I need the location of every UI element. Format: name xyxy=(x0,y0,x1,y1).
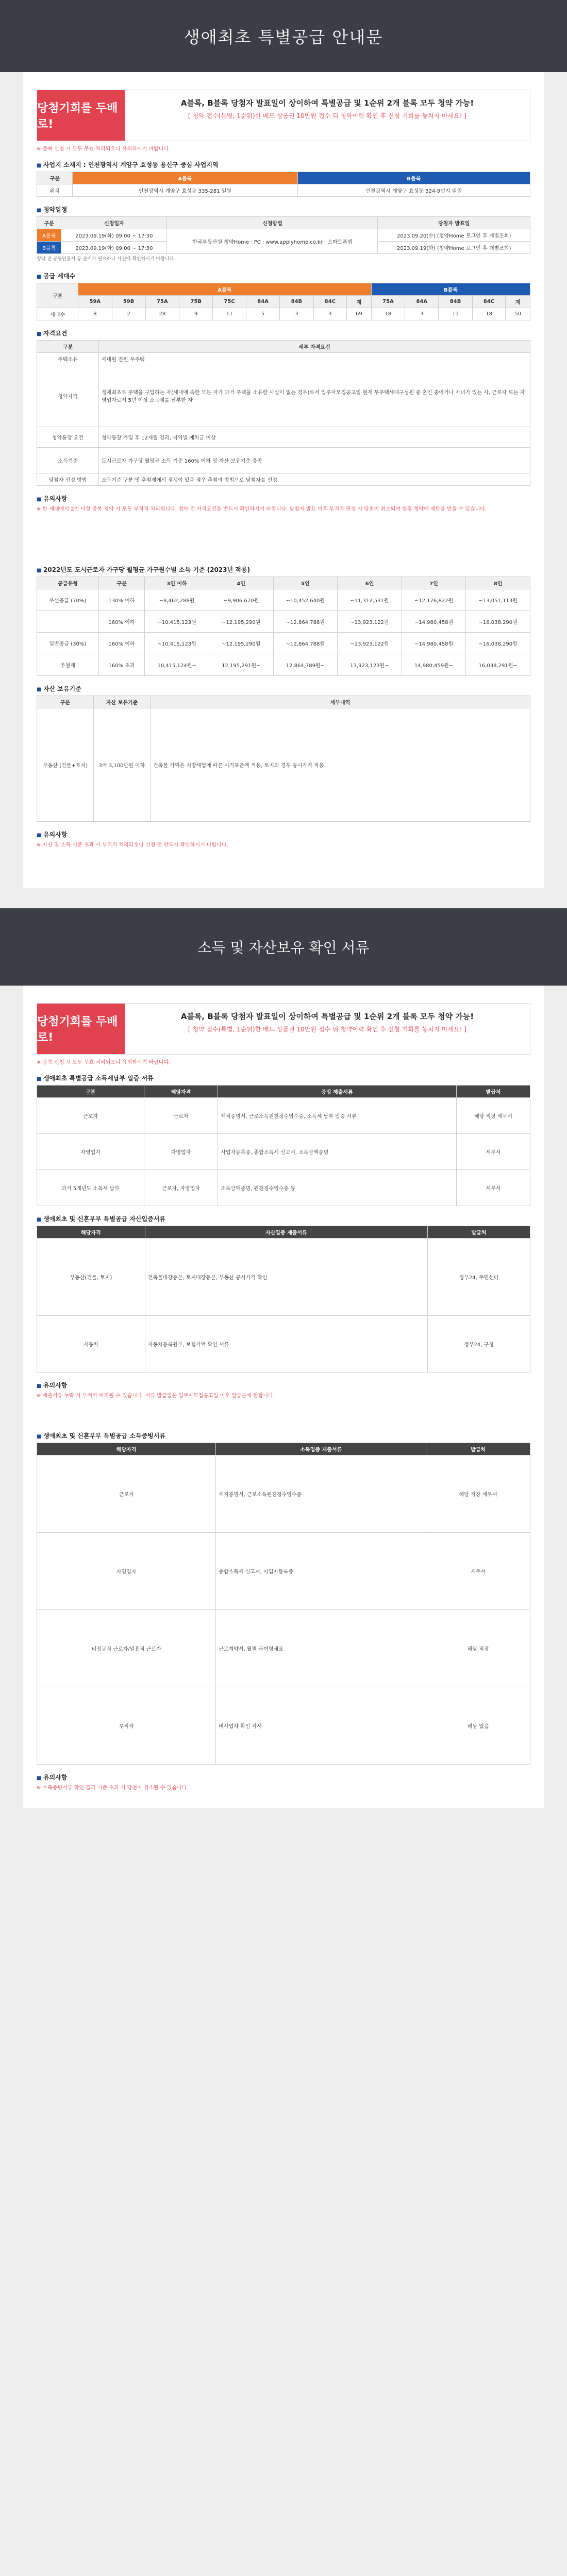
income-title: ■ 2022년도 도시근로자 가구당 월평균 가구원수별 소득 기준 (2023년 적용) xyxy=(37,565,530,574)
callout-tag: 당첨기회를 두배로! xyxy=(37,90,125,141)
eligibility-title: ■ 자격요건 xyxy=(37,329,530,337)
type-header: 84A xyxy=(405,295,439,308)
cell: 2023.09.20(수) (청약Home 로그인 후 개별조회) xyxy=(378,229,530,242)
notice-2 xyxy=(37,830,530,872)
count-cell: 8 xyxy=(78,308,112,320)
cell: 도시근로자 가구당 월평균 소득 기준 160% 이하 및 자산 보유기준 충족 xyxy=(99,447,530,473)
cell: 14,980,459원~ xyxy=(402,654,466,675)
notice-text: ※ 소득증빙서류 확인 결과 기준 초과 시 당첨이 취소될 수 있습니다. xyxy=(37,1785,189,1791)
eligibility-table xyxy=(37,340,530,486)
col-header: 해당자격 xyxy=(144,1085,218,1097)
cell: ~8,462,288원 xyxy=(145,589,209,611)
section-banner xyxy=(0,908,567,986)
cell: 재직증명서, 근로소득원천징수영수증 xyxy=(216,1455,426,1532)
notice-title: ■ 유의사항 xyxy=(37,494,530,503)
cell: ~10,452,640원 xyxy=(273,589,338,611)
col-header: 당첨자 발표일 xyxy=(378,217,530,229)
cell: 160% 이하 xyxy=(98,632,145,654)
docs3-section xyxy=(37,1431,530,1765)
callout-line-2: [ 청약 접수(특별, 1순위)한 배드 상품권 10만원 접수 뒤 청약이력 확인 후 신청 기회를 놓치지 마세요! ] xyxy=(188,1025,467,1033)
header-banner xyxy=(0,0,567,72)
type-header: 75C xyxy=(213,295,246,308)
row-label: 당첨자 선정 방법 xyxy=(37,473,99,485)
col-header: 구분 xyxy=(37,340,99,352)
notice-title: ■ 유의사항 xyxy=(37,830,530,839)
docs1-table xyxy=(37,1085,530,1206)
cell: ~11,312,531원 xyxy=(338,589,402,611)
row-label: A블록 xyxy=(37,229,61,242)
cell: 근로자 xyxy=(144,1097,218,1133)
cell: 근로계약서, 월별 급여명세표 xyxy=(216,1609,426,1687)
row-label: 세대수 xyxy=(37,308,78,320)
count-cell: 18 xyxy=(472,308,506,320)
cell: 자영업자 xyxy=(37,1133,144,1170)
cell: 2023.09.19(화) (청약Home 로그인 후 개별조회) xyxy=(378,242,530,254)
callout-line-1: A블록, B블록 당첨자 발표일이 상이하여 특별공급 및 1순위 2개 블록 모두 청약 가능! xyxy=(180,1011,474,1021)
count-cell: 3 xyxy=(313,308,347,320)
cell: 소득기준 구분 및 추첨제에서 경쟁이 있을 경우 추첨의 방법으로 당첨자를 선정 xyxy=(99,473,530,485)
col-header: 신청일자 xyxy=(61,217,167,229)
col-header: 해당자격 xyxy=(37,1443,216,1455)
type-header: 84C xyxy=(313,295,347,308)
count-cell: 5 xyxy=(246,308,279,320)
cell: 세무서 xyxy=(456,1133,530,1170)
col-header: 구분 xyxy=(37,172,73,184)
type-header: 59A xyxy=(78,295,112,308)
cell: ~13,051,113원 xyxy=(466,589,530,611)
cell: 자동차등록원부, 보험가액 확인 서류 xyxy=(145,1315,427,1372)
col-header: 8인 xyxy=(466,577,530,589)
cell: 해당 직장 세무서 xyxy=(456,1097,530,1133)
cell: 160% 초과 xyxy=(98,654,145,675)
col-header-a: A블록 xyxy=(73,172,297,184)
cell: 해당 직장 세무서 xyxy=(426,1455,530,1532)
col-header: 세부 자격요건 xyxy=(99,340,530,352)
schedule-title: ■ 청약일정 xyxy=(37,205,530,214)
income-section xyxy=(37,565,530,676)
cell: 소득금액증명, 원천징수영수증 등 xyxy=(218,1170,457,1206)
cell: 자영업자 xyxy=(37,1532,216,1609)
cell: ~14,980,458원 xyxy=(402,632,466,654)
type-header: 84B xyxy=(439,295,472,308)
cell: 해당 없음 xyxy=(426,1687,530,1764)
cell: 해당 직장 xyxy=(426,1609,530,1687)
cell: 사업자등록증, 종합소득세 신고서, 소득금액증명 xyxy=(218,1133,457,1170)
cell: 일반공급 (30%) xyxy=(37,632,99,654)
notice-4 xyxy=(37,1773,530,1792)
cell: 10,415,124원~ xyxy=(145,654,209,675)
col-header: 구분 xyxy=(37,217,61,229)
notice-text: ※ 제출서류 누락 시 부적격 처리될 수 있습니다. 서류 발급일은 입주자모집공고일 이후 발급분에 한합니다. xyxy=(37,1393,275,1399)
count-cell: 2 xyxy=(112,308,145,320)
location-table xyxy=(37,172,530,197)
type-header: 84C xyxy=(472,295,506,308)
cell: 건축물대장등본, 토지대장등본, 부동산 공시가격 확인 xyxy=(145,1238,427,1315)
type-header: 계 xyxy=(506,295,530,308)
cell: ~12,195,290원 xyxy=(209,632,273,654)
col-header: 구분 xyxy=(37,696,94,708)
notice-title: ■ 유의사항 xyxy=(37,1773,530,1782)
cell: 16,038,291원~ xyxy=(466,654,530,675)
location-title: ■ 사업지 소재지 : 인천광역시 계양구 효성동 용신구 중심 사업지역 xyxy=(37,160,530,169)
col-header: 신청방법 xyxy=(167,217,378,229)
cell: 건축물 가액은 지방세법에 따른 시가표준액 적용, 토지의 경우 공시가격 적용 xyxy=(151,708,530,821)
cell: 세대원 전원 무주택 xyxy=(99,352,530,365)
docs1-title: ■ 생애최초 특별공급 소득세납부 입증 서류 xyxy=(37,1074,530,1082)
col-header: 7인 xyxy=(402,577,466,589)
col-header: 5인 xyxy=(273,577,338,589)
docs2-table xyxy=(37,1226,530,1372)
col-header-b: B블록 xyxy=(297,172,530,184)
col-header: 공급유형 xyxy=(37,577,99,589)
count-cell: 11 xyxy=(439,308,472,320)
section-title: 소득 및 자산보유 확인 서류 xyxy=(197,939,370,956)
cell: 세무서 xyxy=(426,1532,530,1609)
cell: 비사업자 확인 각서 xyxy=(216,1687,426,1764)
cell: 부동산 (건물+토지) xyxy=(37,708,94,821)
col-header: 3인 이하 xyxy=(145,577,209,589)
type-header: 75A xyxy=(145,295,179,308)
schedule-note: 청약 전 공동인증서 등 준비가 필요하니 사전에 확인하시기 바랍니다. xyxy=(37,257,176,262)
cell: 13,923,123원~ xyxy=(338,654,402,675)
cell: ~16,038,290원 xyxy=(466,611,530,632)
double-chance-callout-2 xyxy=(37,1003,530,1055)
col-header: 증빙 제출서류 xyxy=(218,1085,457,1097)
col-header: 발급처 xyxy=(427,1226,530,1238)
docs2-section xyxy=(37,1214,530,1372)
col-header-b: B블록 xyxy=(371,283,530,295)
type-header: 계 xyxy=(347,295,372,308)
cell: 2023.09.19(화) 09:00 ~ 17:30 xyxy=(61,242,167,254)
notice-sheet-2 xyxy=(23,986,544,1808)
units-section xyxy=(37,272,530,320)
cell: ~13,923,122원 xyxy=(338,632,402,654)
duplicate-note: ※ 중복 신청 시 모두 무효 처리되오니 유의하시기 바랍니다. xyxy=(37,146,171,152)
row-label: 위치 xyxy=(37,184,73,197)
callout-line-1: A블록, B블록 당첨자 발표일이 상이하여 특별공급 및 1순위 2개 블록 모두 청약 가능! xyxy=(180,98,474,108)
cell: ~10,415,123원 xyxy=(145,611,209,632)
cell: 추첨제 xyxy=(37,654,99,675)
income-table xyxy=(37,577,530,676)
col-header: 구분 xyxy=(37,283,78,308)
units-title: ■ 공급 세대수 xyxy=(37,272,530,280)
cell: 종합소득세 신고서, 사업자등록증 xyxy=(216,1532,426,1609)
count-cell: 69 xyxy=(347,308,372,320)
a-address: 인천광역시 계양구 효성동 335-281 일원 xyxy=(73,184,297,197)
type-header: 84B xyxy=(280,295,313,308)
assets-title: ■ 자산 보유기준 xyxy=(37,684,530,693)
notice-title: ■ 유의사항 xyxy=(37,1381,530,1389)
callout-line-2: [ 청약 접수(특별, 1순위)한 배드 상품권 10만원 접수 뒤 청약이력 확인 후 신청 기회를 놓치지 마세요! ] xyxy=(188,112,467,120)
schedule-table xyxy=(37,216,530,254)
row-label: 청약통장 요건 xyxy=(37,427,99,447)
notice-text: ※ 자산 및 소득 기준 초과 시 부적격 처리되오니 신청 전 반드시 확인하시기 바랍니다. xyxy=(37,842,228,848)
cell: ~9,906,670원 xyxy=(209,589,273,611)
type-header: 59B xyxy=(112,295,145,308)
col-header: 6인 xyxy=(338,577,402,589)
notice-1 xyxy=(37,494,530,557)
row-label: 주택소유 xyxy=(37,352,99,365)
cell: ~10,415,123원 xyxy=(145,632,209,654)
notice-3 xyxy=(37,1381,530,1423)
docs3-table xyxy=(37,1443,530,1765)
notice-sheet-1 xyxy=(23,72,544,888)
cell: ~12,864,788원 xyxy=(273,632,338,654)
callout-tag: 당첨기회를 두배로! xyxy=(37,1004,125,1054)
type-header: 84A xyxy=(246,295,279,308)
type-header: 75A xyxy=(371,295,405,308)
col-header: 소득입증 제출서류 xyxy=(216,1443,426,1455)
cell: 부동산(건물, 토지) xyxy=(37,1238,145,1315)
cell: 청약통장 가입 후 12개월 경과, 지역별 예치금 이상 xyxy=(99,427,530,447)
count-cell: 50 xyxy=(506,308,530,320)
count-cell: 9 xyxy=(179,308,213,320)
location-section xyxy=(37,160,530,197)
cell: 재직증명서, 근로소득원천징수영수증, 소득세 납부 입증 서류 xyxy=(218,1097,457,1133)
cell: 정부24, 주민센터 xyxy=(427,1238,530,1315)
col-header-a: A블록 xyxy=(78,283,372,295)
cell: 3억 3,100만원 이하 xyxy=(94,708,151,821)
cell: 근로자 xyxy=(37,1097,144,1133)
page-title: 생애최초 특별공급 안내문 xyxy=(184,27,383,47)
cell: ~16,038,290원 xyxy=(466,632,530,654)
count-cell: 18 xyxy=(371,308,405,320)
cell: ~12,864,788원 xyxy=(273,611,338,632)
count-cell: 11 xyxy=(213,308,246,320)
docs3-title: ■ 생애최초 및 신혼부부 특별공급 소득증빙서류 xyxy=(37,1431,530,1440)
cell: 12,195,291원~ xyxy=(209,654,273,675)
docs1-section xyxy=(37,1074,530,1206)
cell: 우선공급 (70%) xyxy=(37,589,99,611)
col-header: 자산입증 제출서류 xyxy=(145,1226,427,1238)
count-cell: 28 xyxy=(145,308,179,320)
cell: ~12,195,290원 xyxy=(209,611,273,632)
cell: 12,864,789원~ xyxy=(273,654,338,675)
cell: 한국부동산원 청약Home · PC : www.applyhome.co.kr · 스마트폰앱 xyxy=(167,229,378,254)
duplicate-note: ※ 중복 신청 시 모두 무효 처리되오니 유의하시기 바랍니다. xyxy=(37,1059,171,1065)
row-label: 소득기준 xyxy=(37,447,99,473)
cell: 정부24, 구청 xyxy=(427,1315,530,1372)
type-header: 75B xyxy=(179,295,213,308)
cell: 생애최초로 주택을 구입하는 자(세대에 속한 모든 자가 과거 주택을 소유한 사실이 없는 경우)로서 입주자모집공고일 현재 무주택세대구성원 중 혼인 중이거나 자녀가 있는 자, 근로자 또는 자영업자로서 5년 이상 소득세를 납부한 자 xyxy=(99,365,530,427)
cell: 무직자 xyxy=(37,1687,216,1764)
col-header: 발급처 xyxy=(426,1443,530,1455)
cell xyxy=(37,611,99,632)
cell: ~12,176,822원 xyxy=(402,589,466,611)
cell: 근로자 xyxy=(37,1455,216,1532)
double-chance-callout xyxy=(37,90,530,141)
docs2-title: ■ 생애최초 및 신혼부부 특별공급 자산입증서류 xyxy=(37,1214,530,1223)
notice-text: ※ 한 세대에서 2인 이상 중복 청약 시 모두 부적격 처리됩니다. 청약 전 자격요건을 반드시 확인하시기 바랍니다. 당첨자 발표 이후 부적격 판정 시 당첨이 취소되며 향후 청약에 제한을 받을 수 있습니다. xyxy=(37,506,487,512)
col-header: 해당자격 xyxy=(37,1226,145,1238)
cell: 세무서 xyxy=(456,1170,530,1206)
col-header: 발급처 xyxy=(456,1085,530,1097)
b-address: 인천광역시 계양구 효성동 324-9번지 일원 xyxy=(297,184,530,197)
cell: 과거 5개년도 소득세 납부 xyxy=(37,1170,144,1206)
cell: 근로자, 자영업자 xyxy=(144,1170,218,1206)
cell: ~13,923,122원 xyxy=(338,611,402,632)
cell: 130% 이하 xyxy=(98,589,145,611)
col-header: 구분 xyxy=(98,577,145,589)
assets-table xyxy=(37,696,530,822)
count-cell: 3 xyxy=(405,308,439,320)
row-label: 청약자격 xyxy=(37,365,99,427)
cell: 자영업자 xyxy=(144,1133,218,1170)
row-label: B블록 xyxy=(37,242,61,254)
cell: ~14,980,458원 xyxy=(402,611,466,632)
schedule-section xyxy=(37,205,530,263)
units-table xyxy=(37,283,530,320)
cell: 자동차 xyxy=(37,1315,145,1372)
col-header: 구분 xyxy=(37,1085,144,1097)
cell: 2023.09.19(화) 09:00 ~ 17:30 xyxy=(61,229,167,242)
col-header: 세부내역 xyxy=(151,696,530,708)
eligibility-section xyxy=(37,329,530,486)
count-cell: 3 xyxy=(280,308,313,320)
col-header: 자산 보유기준 xyxy=(94,696,151,708)
cell: 비정규직 근로자/일용직 근로자 xyxy=(37,1609,216,1687)
assets-section xyxy=(37,684,530,822)
cell: 160% 이하 xyxy=(98,611,145,632)
col-header: 4인 xyxy=(209,577,273,589)
